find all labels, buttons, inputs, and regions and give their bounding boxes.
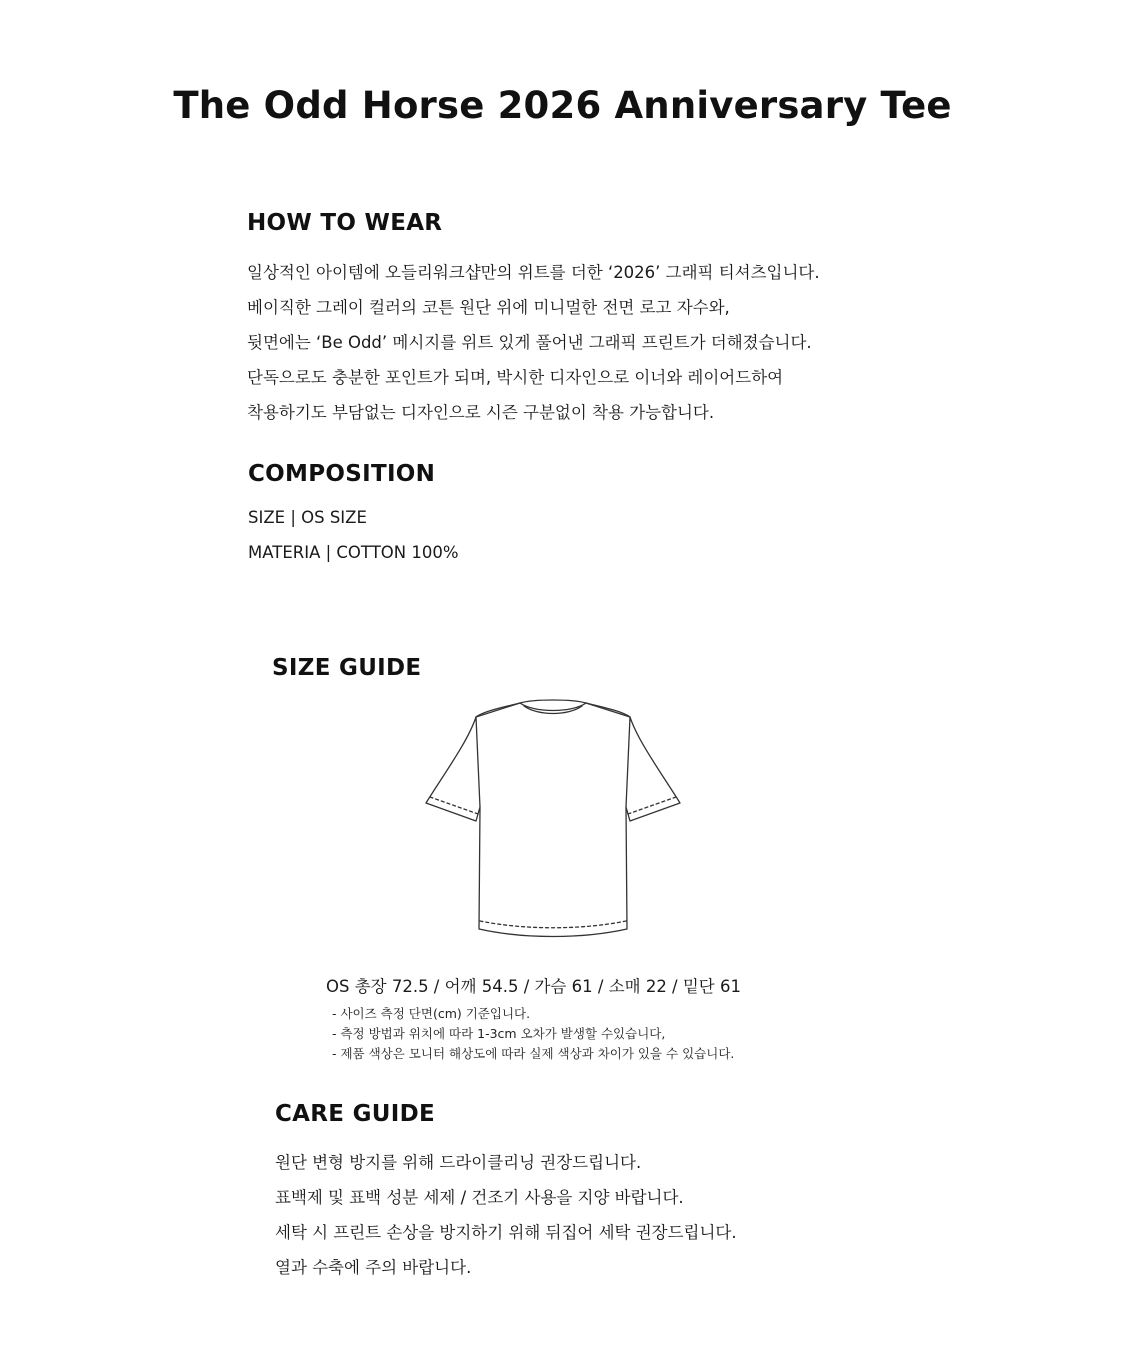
how-to-wear-line: 뒷면에는 ‘Be Odd’ 메시지를 위트 있게 풀어낸 그래픽 프린트가 더해졌습니다.	[247, 333, 812, 352]
composition-material: MATERIA | COTTON 100%	[248, 543, 459, 562]
size-note: - 제품 색상은 모니터 해상도에 따라 실제 색상과 차이가 있을 수 있습니다.	[332, 1046, 735, 1061]
tshirt-outline-icon	[424, 697, 682, 941]
size-note: - 사이즈 측정 단면(cm) 기준입니다.	[332, 1006, 531, 1021]
how-to-wear-line: 착용하기도 부담없는 디자인으로 시즌 구분없이 착용 가능합니다.	[247, 403, 715, 422]
size-guide-heading: SIZE GUIDE	[272, 655, 422, 681]
how-to-wear-line: 베이직한 그레이 컬러의 코튼 원단 위에 미니멀한 전면 로고 자수와,	[247, 298, 730, 317]
care-guide-heading: CARE GUIDE	[275, 1101, 436, 1127]
how-to-wear-heading: HOW TO WEAR	[247, 210, 443, 236]
size-note: - 측정 방법과 위치에 따라 1-3cm 오차가 발생할 수있습니다,	[332, 1026, 666, 1041]
care-guide-line: 원단 변형 방지를 위해 드라이클리닝 권장드립니다.	[275, 1153, 642, 1172]
how-to-wear-line: 일상적인 아이템에 오들리워크샵만의 위트를 더한 ‘2026’ 그래픽 티셔츠입니다.	[247, 263, 820, 282]
care-guide-line: 세탁 시 프린트 손상을 방지하기 위해 뒤집어 세탁 권장드립니다.	[275, 1223, 737, 1242]
product-title: The Odd Horse 2026 Anniversary Tee	[173, 84, 952, 127]
care-guide-line: 열과 수축에 주의 바랍니다.	[275, 1258, 472, 1277]
composition-heading: COMPOSITION	[248, 461, 436, 487]
composition-size: SIZE | OS SIZE	[248, 508, 367, 527]
how-to-wear-line: 단독으로도 충분한 포인트가 되며, 박시한 디자인으로 이너와 레이어드하여	[247, 368, 784, 387]
size-measurements: OS 총장 72.5 / 어깨 54.5 / 가슴 61 / 소매 22 / 밑단 61	[326, 977, 741, 996]
care-guide-line: 표백제 및 표백 성분 세제 / 건조기 사용을 지양 바랍니다.	[275, 1188, 684, 1207]
